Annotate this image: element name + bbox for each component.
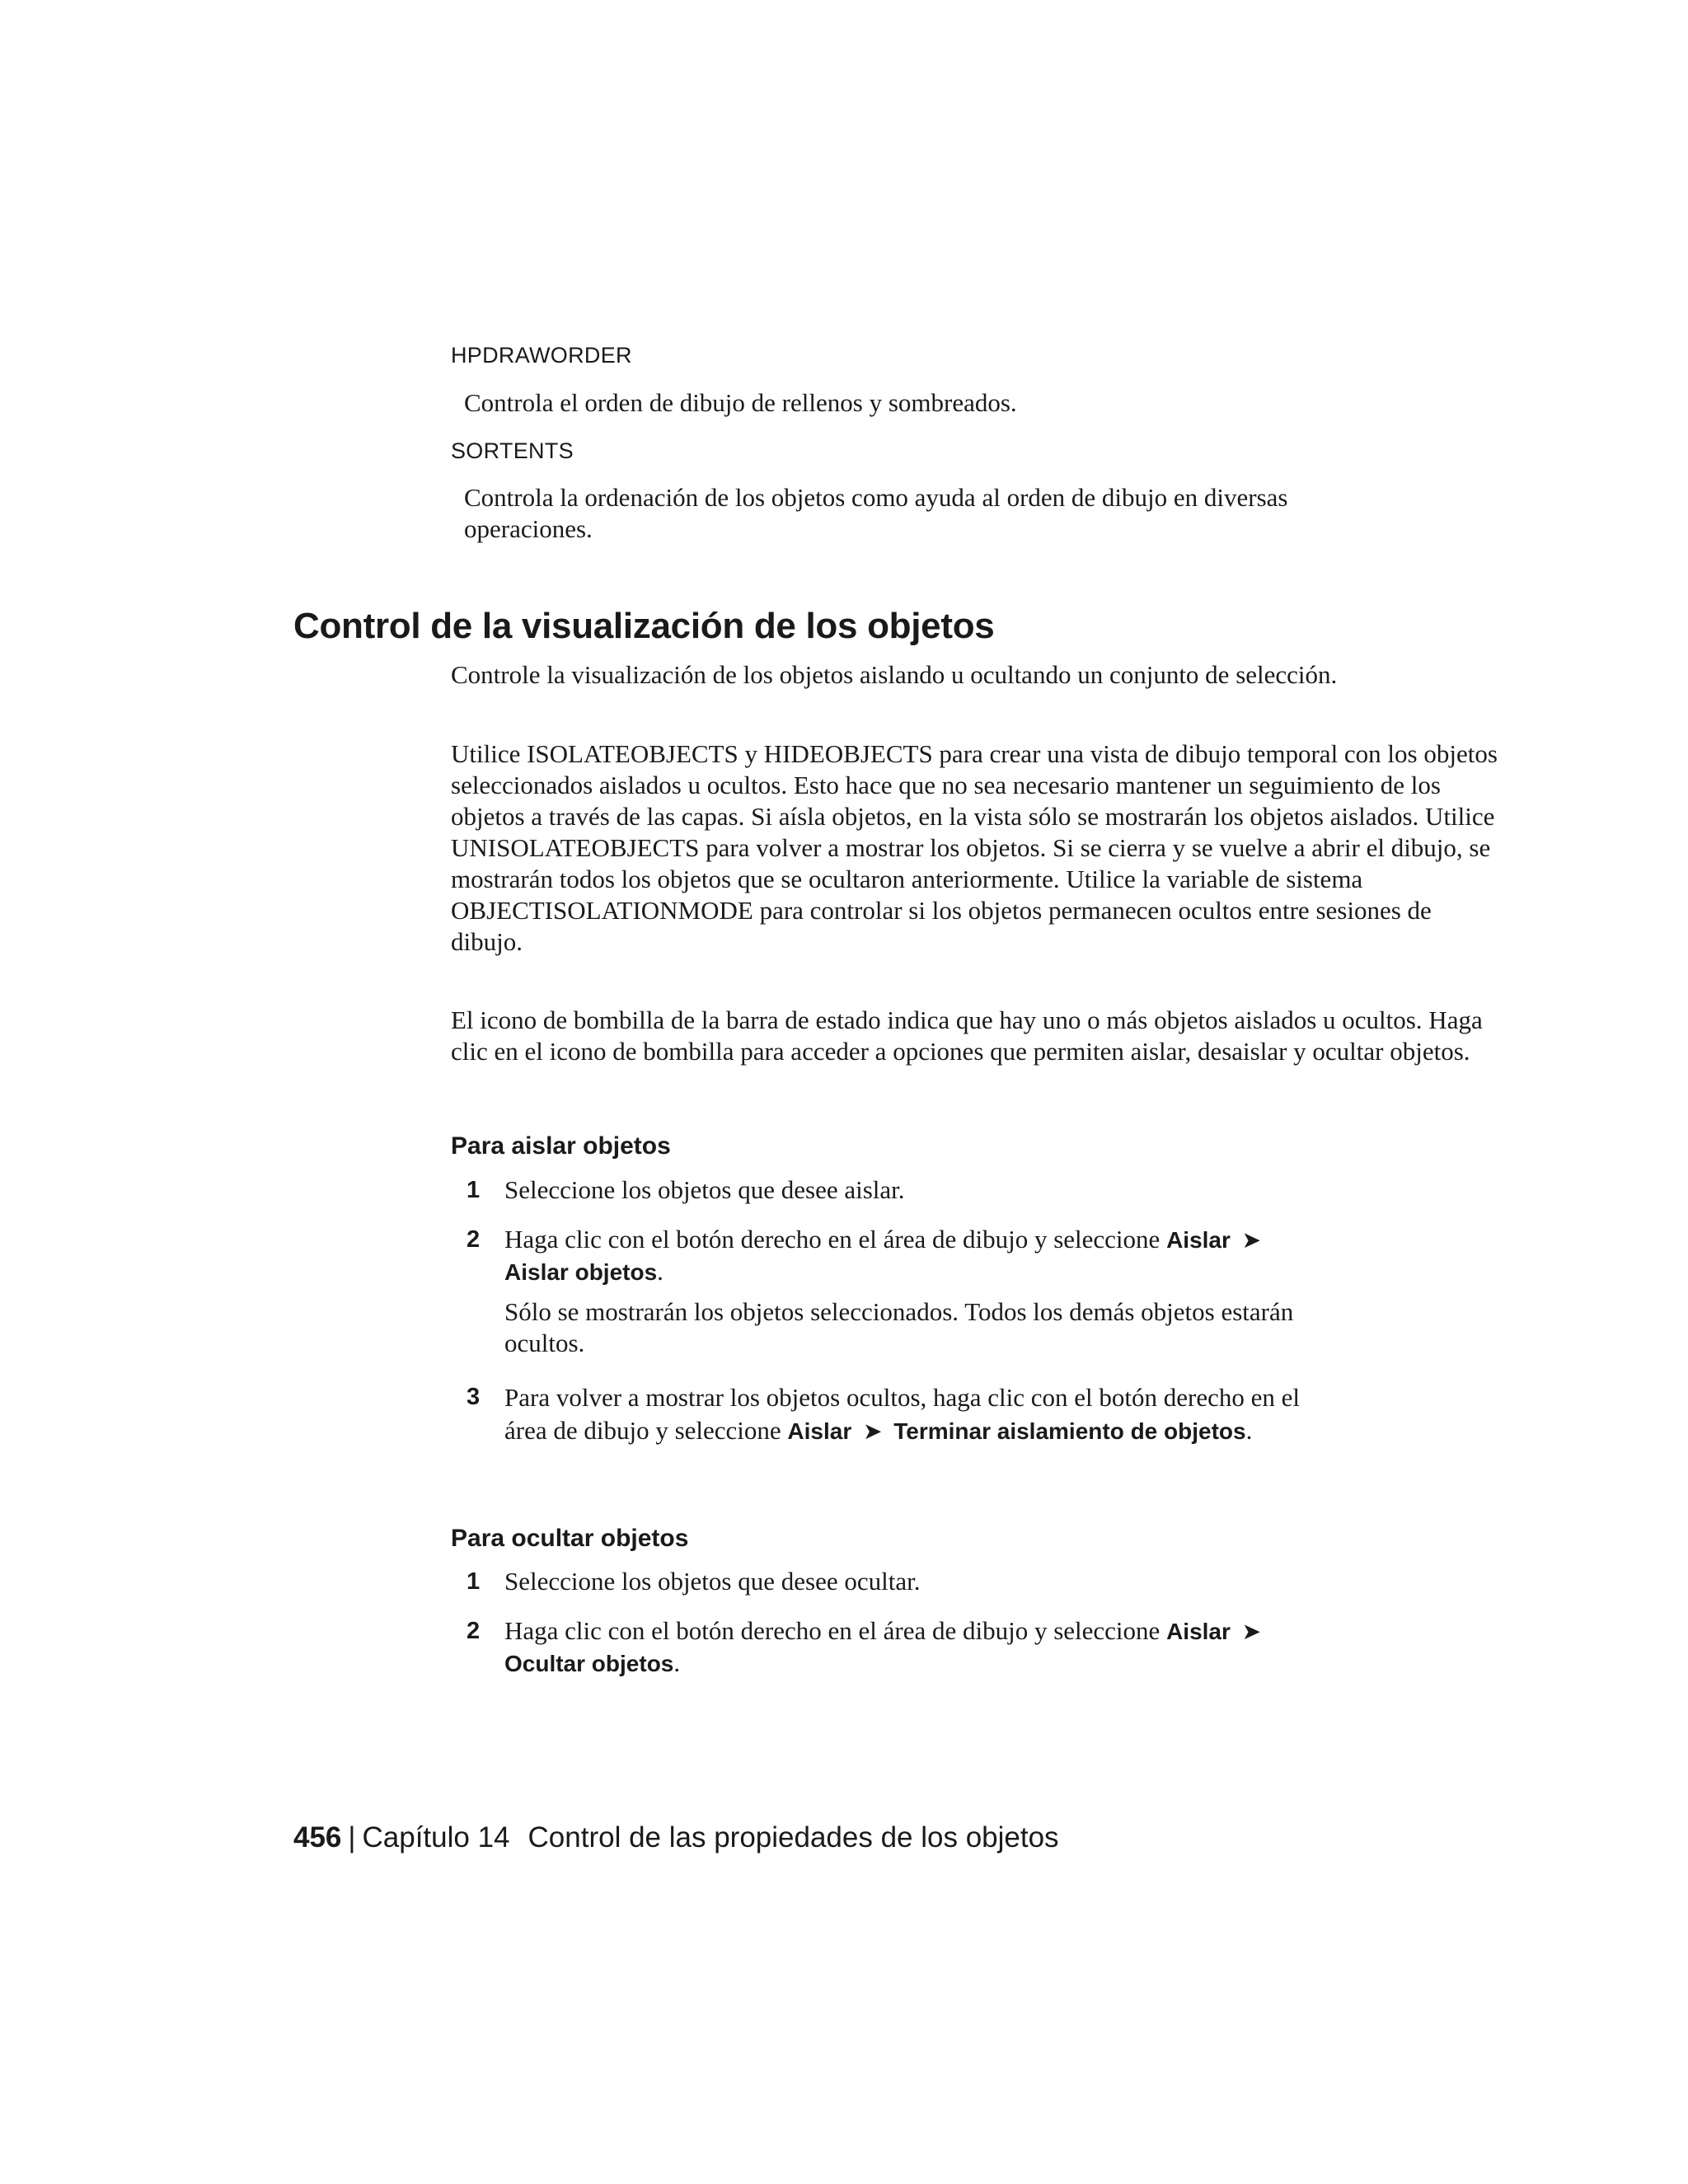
step-text	[504, 1615, 1329, 1680]
menu-item: Aislar objetos	[504, 1259, 658, 1285]
step-number: 1	[467, 1177, 481, 1203]
menu-arrow-icon: ➤	[1241, 1226, 1262, 1254]
menu-arrow-icon: ➤	[863, 1418, 883, 1445]
procedure-title-isolate: Para aislar objetos	[451, 1132, 671, 1160]
menu-name: Aislar	[1166, 1227, 1231, 1253]
menu-item: Terminar aislamiento de objetos	[893, 1418, 1246, 1444]
step-instruction: Haga clic con el botón derecho en el área de dibujo y seleccione	[504, 1225, 1160, 1254]
step-note: Sólo se mostrarán los objetos seleccionados. Todos los demás objetos estarán ocultos.	[504, 1297, 1294, 1357]
step-instruction: Para volver a mostrar los objetos ocultos, haga clic con el botón derecho en el área de dibujo y seleccione	[504, 1383, 1300, 1445]
chapter-title: Control de las propiedades de los objetos	[528, 1821, 1059, 1854]
page-number: 456	[293, 1821, 342, 1854]
procedure-title-hide: Para ocultar objetos	[451, 1525, 689, 1552]
step-text	[504, 1381, 1329, 1448]
step-instruction: Haga clic con el botón derecho en el área de dibujo y seleccione	[504, 1616, 1160, 1645]
step-end-punctuation: .	[657, 1257, 663, 1286]
variable-description-sortents: Controla la ordenación de los objetos como ayuda al orden de dibujo en diversas operaciones.	[464, 483, 1288, 543]
variable-description-hpdraworder: Controla el orden de dibujo de rellenos y sombreados.	[464, 388, 1017, 417]
page-footer	[293, 1820, 1059, 1856]
step-number: 1	[467, 1568, 481, 1595]
variable-name-sortents: SORTENTS	[451, 438, 574, 463]
intro-paragraph: Controle la visualización de los objetos aislando u ocultando un conjunto de selección.	[451, 660, 1338, 689]
section-title: Control de la visualización de los objetos	[293, 606, 995, 646]
menu-item: Ocultar objetos	[504, 1651, 674, 1676]
lightbulb-paragraph: El icono de bombilla de la barra de estado indica que hay uno o más objetos aislados u ocultos. Haga clic en el icono de bombilla para acceder a opciones que permiten aislar, desaislar y ocultar objetos.	[451, 1005, 1483, 1066]
chapter-label: Capítulo 14	[362, 1821, 510, 1854]
step-number: 2	[467, 1226, 481, 1253]
step-end-punctuation: .	[1245, 1416, 1253, 1445]
step-text: Seleccione los objetos que desee ocultar.	[504, 1567, 921, 1596]
step-end-punctuation: .	[673, 1648, 681, 1677]
isolation-paragraph: Utilice ISOLATEOBJECTS y HIDEOBJECTS para crear una vista de dibujo temporal con los objetos seleccionados aislados u ocultos. Esto hace que no sea necesario mantener un seguimiento de los objetos a través de las capas. Si aísla objetos, en la vista sólo se mostrarán los objetos aislados. Utilice UNISOLATEOBJECTS para volver a mostrar los objetos. Si se cierra y se vuelve a abrir el dibujo, se mostrarán todos los objetos que se ocultaron anteriormente. Utilice la variable de sistema OBJECTISOLATIONMODE para controlar si los objetos permanecen ocultos entre sesiones de dibujo.	[451, 739, 1498, 956]
step-text	[504, 1224, 1329, 1288]
menu-name: Aislar	[787, 1418, 852, 1444]
variable-name-hpdraworder: HPDRAWORDER	[451, 343, 632, 368]
footer-separator: |	[348, 1821, 356, 1854]
step-text: Seleccione los objetos que desee aislar.	[504, 1175, 905, 1204]
step-number: 2	[467, 1618, 481, 1644]
step-number: 3	[467, 1384, 481, 1410]
menu-arrow-icon: ➤	[1241, 1618, 1262, 1645]
menu-name: Aislar	[1166, 1619, 1231, 1644]
